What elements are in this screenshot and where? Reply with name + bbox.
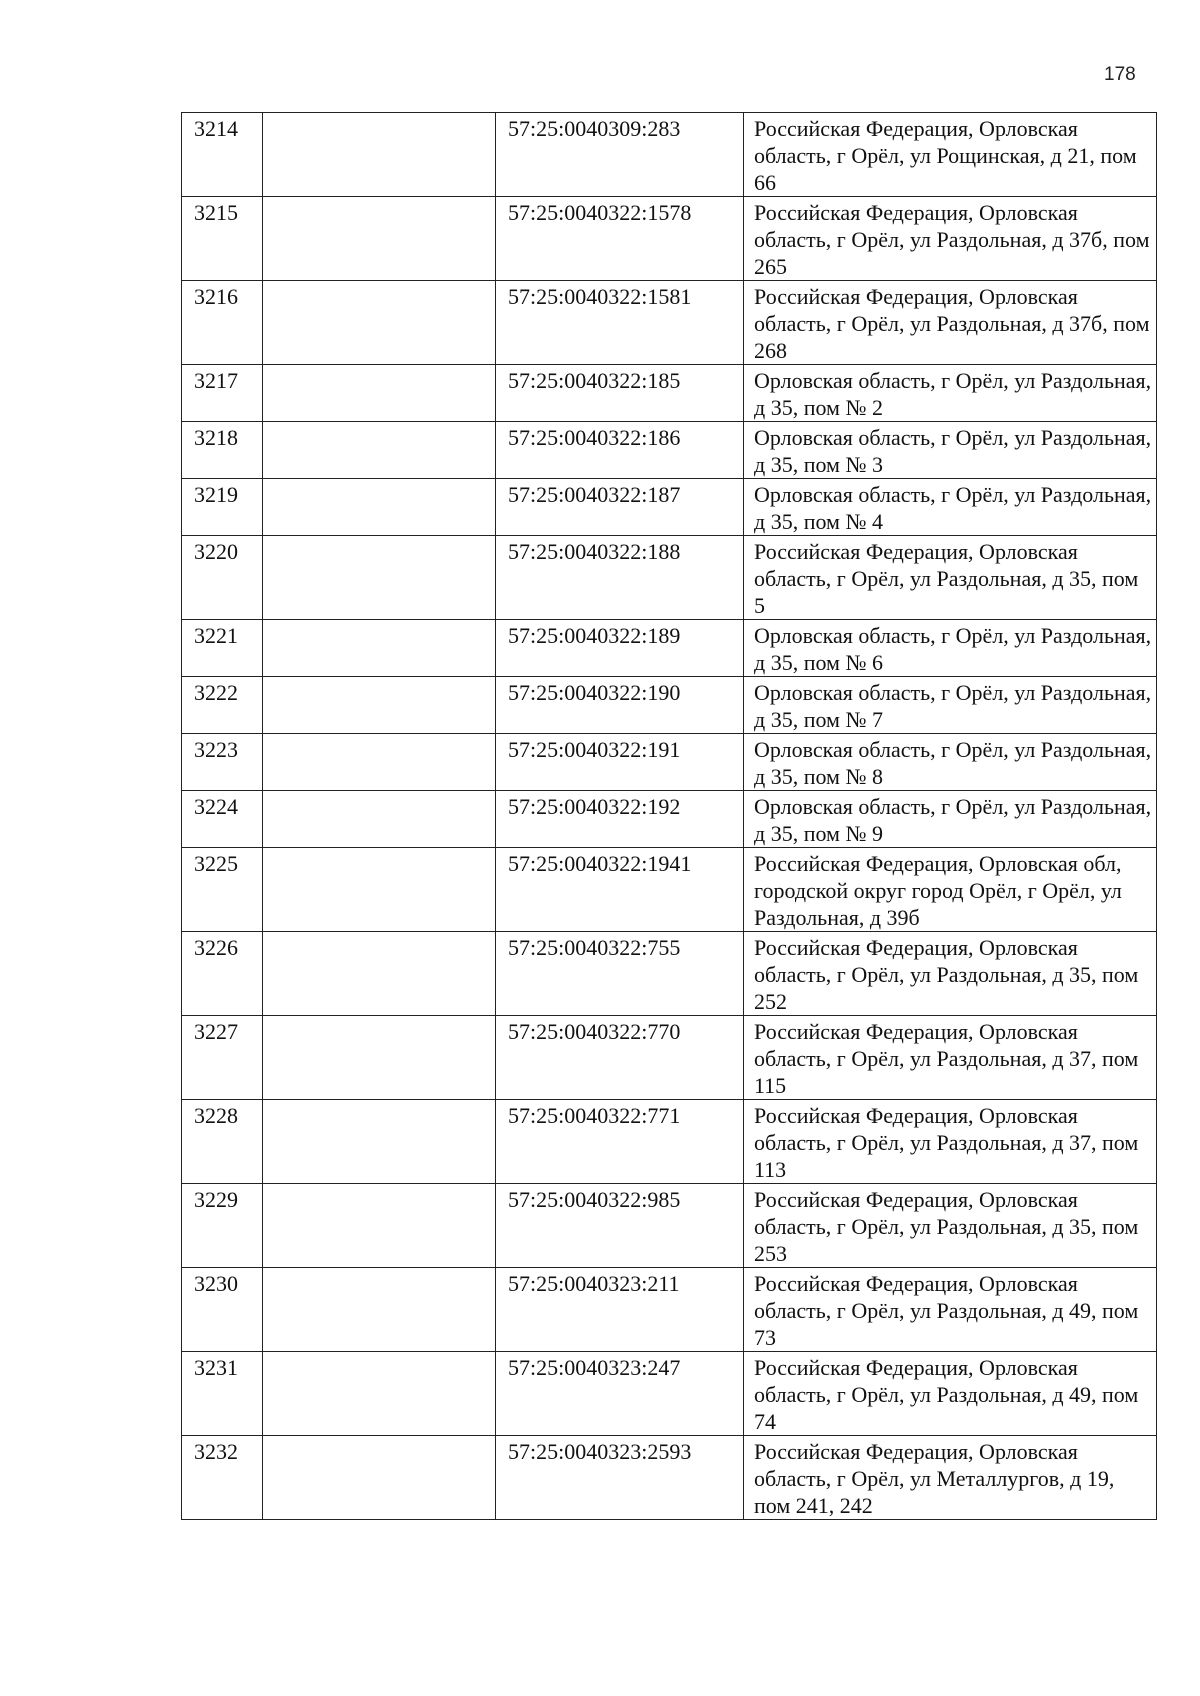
table-row xyxy=(182,734,1157,791)
address-cell: Российская Федерация, Орловская область, г Орёл, ул Раздольная, д 37, пом 113 xyxy=(744,1100,1157,1184)
address-cell: Российская Федерация, Орловская обл, городской округ город Орёл, г Орёл, ул Раздольная, д 39б xyxy=(744,848,1157,932)
row-number-cell: 3217 xyxy=(182,365,263,422)
address-cell: Российская Федерация, Орловская область, г Орёл, ул Раздольная, д 37б, пом 268 xyxy=(744,281,1157,365)
row-number-cell: 3221 xyxy=(182,620,263,677)
address-cell: Российская Федерация, Орловская область, г Орёл, ул Раздольная, д 49, пом 74 xyxy=(744,1352,1157,1436)
cadastral-number-cell: 57:25:0040322:1581 xyxy=(496,281,744,365)
cadastral-number-cell: 57:25:0040322:192 xyxy=(496,791,744,848)
row-number-cell: 3230 xyxy=(182,1268,263,1352)
address-cell: Орловская область, г Орёл, ул Раздольная, д 35, пом № 4 xyxy=(744,479,1157,536)
cadastral-number-cell: 57:25:0040322:189 xyxy=(496,620,744,677)
row-number-cell: 3218 xyxy=(182,422,263,479)
cadastral-number-cell: 57:25:0040322:187 xyxy=(496,479,744,536)
address-cell: Российская Федерация, Орловская область, г Орёл, ул Металлургов, д 19, пом 241, 242 xyxy=(744,1436,1157,1520)
empty-cell xyxy=(263,479,496,536)
empty-cell xyxy=(263,1100,496,1184)
address-cell: Российская Федерация, Орловская область, г Орёл, ул Раздольная, д 37, пом 115 xyxy=(744,1016,1157,1100)
table-row xyxy=(182,197,1157,281)
address-cell: Российская Федерация, Орловская область, г Орёл, ул Раздольная, д 35, пом 252 xyxy=(744,932,1157,1016)
row-number-cell: 3229 xyxy=(182,1184,263,1268)
registry-table xyxy=(181,112,1157,1520)
cadastral-number-cell: 57:25:0040322:770 xyxy=(496,1016,744,1100)
row-number-cell: 3224 xyxy=(182,791,263,848)
table-row xyxy=(182,281,1157,365)
address-cell: Орловская область, г Орёл, ул Раздольная, д 35, пом № 7 xyxy=(744,677,1157,734)
cadastral-number-cell: 57:25:0040322:188 xyxy=(496,536,744,620)
empty-cell xyxy=(263,620,496,677)
table-row xyxy=(182,1268,1157,1352)
empty-cell xyxy=(263,1352,496,1436)
cadastral-number-cell: 57:25:0040322:1941 xyxy=(496,848,744,932)
empty-cell xyxy=(263,848,496,932)
table-row xyxy=(182,791,1157,848)
cadastral-number-cell: 57:25:0040322:191 xyxy=(496,734,744,791)
address-cell: Российская Федерация, Орловская область, г Орёл, ул Раздольная, д 35, пом 253 xyxy=(744,1184,1157,1268)
cadastral-number-cell: 57:25:0040322:186 xyxy=(496,422,744,479)
cadastral-number-cell: 57:25:0040322:771 xyxy=(496,1100,744,1184)
empty-cell xyxy=(263,1184,496,1268)
cadastral-number-cell: 57:25:0040322:190 xyxy=(496,677,744,734)
cadastral-number-cell: 57:25:0040322:755 xyxy=(496,932,744,1016)
table-row xyxy=(182,422,1157,479)
cadastral-number-cell: 57:25:0040322:1578 xyxy=(496,197,744,281)
empty-cell xyxy=(263,1436,496,1520)
cadastral-number-cell: 57:25:0040309:283 xyxy=(496,113,744,197)
empty-cell xyxy=(263,734,496,791)
row-number-cell: 3215 xyxy=(182,197,263,281)
address-cell: Орловская область, г Орёл, ул Раздольная, д 35, пом № 8 xyxy=(744,734,1157,791)
empty-cell xyxy=(263,1268,496,1352)
registry-table-body xyxy=(182,113,1157,1520)
empty-cell xyxy=(263,365,496,422)
address-cell: Российская Федерация, Орловская область, г Орёл, ул Раздольная, д 49, пом 73 xyxy=(744,1268,1157,1352)
address-cell: Российская Федерация, Орловская область, г Орёл, ул Раздольная, д 37б, пом 265 xyxy=(744,197,1157,281)
row-number-cell: 3231 xyxy=(182,1352,263,1436)
row-number-cell: 3225 xyxy=(182,848,263,932)
empty-cell xyxy=(263,932,496,1016)
table-row xyxy=(182,479,1157,536)
table-row xyxy=(182,536,1157,620)
row-number-cell: 3223 xyxy=(182,734,263,791)
table-row xyxy=(182,1100,1157,1184)
address-cell: Орловская область, г Орёл, ул Раздольная, д 35, пом № 6 xyxy=(744,620,1157,677)
empty-cell xyxy=(263,791,496,848)
table-row xyxy=(182,620,1157,677)
table-row xyxy=(182,848,1157,932)
address-cell: Орловская область, г Орёл, ул Раздольная, д 35, пом № 3 xyxy=(744,422,1157,479)
table-row xyxy=(182,1436,1157,1520)
row-number-cell: 3220 xyxy=(182,536,263,620)
table-row xyxy=(182,677,1157,734)
empty-cell xyxy=(263,1016,496,1100)
row-number-cell: 3214 xyxy=(182,113,263,197)
cadastral-number-cell: 57:25:0040323:247 xyxy=(496,1352,744,1436)
empty-cell xyxy=(263,536,496,620)
table-row xyxy=(182,1352,1157,1436)
row-number-cell: 3227 xyxy=(182,1016,263,1100)
row-number-cell: 3232 xyxy=(182,1436,263,1520)
empty-cell xyxy=(263,422,496,479)
empty-cell xyxy=(263,281,496,365)
address-cell: Орловская область, г Орёл, ул Раздольная, д 35, пом № 2 xyxy=(744,365,1157,422)
row-number-cell: 3228 xyxy=(182,1100,263,1184)
empty-cell xyxy=(263,197,496,281)
table-row xyxy=(182,1016,1157,1100)
table-row xyxy=(182,113,1157,197)
address-cell: Российская Федерация, Орловская область, г Орёл, ул Рощинская, д 21, пом 66 xyxy=(744,113,1157,197)
row-number-cell: 3219 xyxy=(182,479,263,536)
row-number-cell: 3222 xyxy=(182,677,263,734)
table-row xyxy=(182,1184,1157,1268)
address-cell: Российская Федерация, Орловская область, г Орёл, ул Раздольная, д 35, пом 5 xyxy=(744,536,1157,620)
row-number-cell: 3226 xyxy=(182,932,263,1016)
cadastral-number-cell: 57:25:0040322:185 xyxy=(496,365,744,422)
empty-cell xyxy=(263,113,496,197)
table-row xyxy=(182,932,1157,1016)
row-number-cell: 3216 xyxy=(182,281,263,365)
cadastral-number-cell: 57:25:0040323:211 xyxy=(496,1268,744,1352)
cadastral-number-cell: 57:25:0040322:985 xyxy=(496,1184,744,1268)
empty-cell xyxy=(263,677,496,734)
address-cell: Орловская область, г Орёл, ул Раздольная, д 35, пом № 9 xyxy=(744,791,1157,848)
page-number: 178 xyxy=(1104,64,1136,85)
cadastral-number-cell: 57:25:0040323:2593 xyxy=(496,1436,744,1520)
table-row xyxy=(182,365,1157,422)
